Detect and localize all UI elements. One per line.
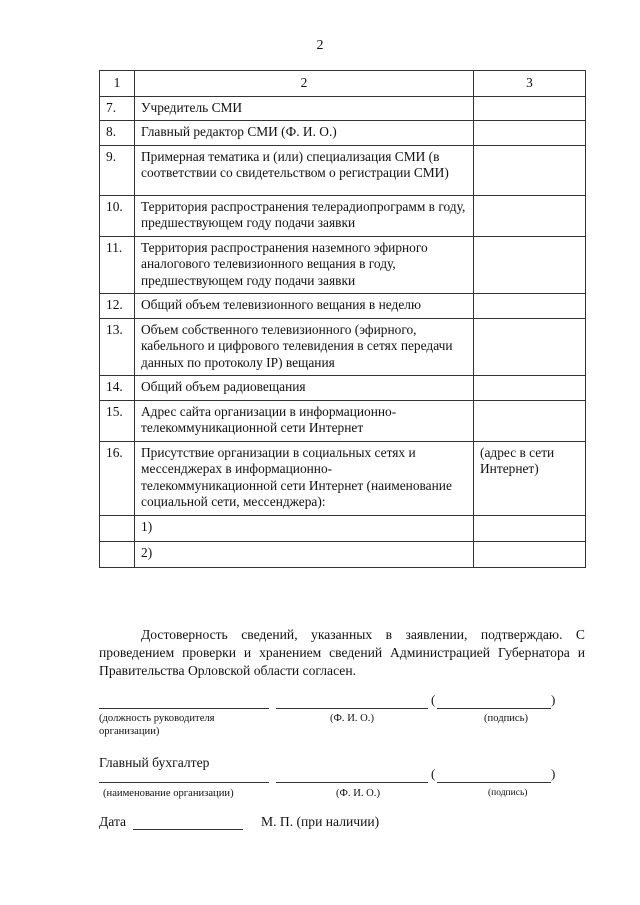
row-description: Главный редактор СМИ (Ф. И. О.) (135, 121, 474, 146)
table-header-row (100, 71, 586, 97)
row-number: 14. (100, 376, 135, 401)
row-value (474, 121, 586, 146)
table-row (100, 515, 586, 541)
row-number: 10. (100, 195, 135, 236)
row-number: 16. (100, 441, 135, 515)
signature-open-paren: ( (431, 692, 436, 707)
signature-line (437, 708, 551, 709)
row-number (100, 515, 135, 541)
table-row (100, 400, 586, 441)
header-col-1: 1 (100, 71, 135, 97)
row-value (474, 145, 586, 195)
caption-name: (Ф. И. О.) (330, 713, 374, 724)
name-line (276, 708, 428, 709)
org-line (99, 782, 269, 783)
row-description: Территория распространения наземного эфирного аналогового телевизионного вещания в году, предшествующем году подачи заявки (135, 236, 474, 294)
application-form-table (99, 70, 586, 568)
row-description: 2) (135, 541, 474, 567)
row-description: Объем собственного телевизионного (эфирного, кабельного и цифрового телевидения в сетях передачи данных по протоколу IP) вещания (135, 318, 474, 376)
stamp-label: М. П. (при наличии) (261, 814, 380, 829)
date-line (133, 829, 243, 830)
caption-signature: (подпись) (484, 713, 528, 724)
accountant-signature-line (437, 782, 551, 783)
row-description: Адрес сайта организации в информационно-телекоммуникационной сети Интернет (135, 400, 474, 441)
row-description: Общий объем радиовещания (135, 376, 474, 401)
row-number: 13. (100, 318, 135, 376)
row-number: 7. (100, 96, 135, 121)
row-description: Общий объем телевизионного вещания в неделю (135, 294, 474, 319)
accountant-close-paren: ) (551, 766, 556, 781)
table-row (100, 441, 586, 515)
row-value (474, 376, 586, 401)
row-value (474, 515, 586, 541)
signature-close-paren: ) (551, 692, 556, 707)
declaration-text: Достоверность сведений, указанных в заявлении, подтверждаю. С проведением проверки и хранением сведений Администрацией Губернатора и Правительства Орловской области согласен. (99, 627, 585, 678)
row-number: 15. (100, 400, 135, 441)
row-number (100, 541, 135, 567)
table-row (100, 96, 586, 121)
row-value (474, 96, 586, 121)
table-row (100, 195, 586, 236)
row-description: 1) (135, 515, 474, 541)
accountant-label: Главный бухгалтер (99, 755, 210, 770)
table-row (100, 318, 586, 376)
row-value (474, 236, 586, 294)
position-line (99, 708, 269, 709)
row-description: Примерная тематика и (или) специализация СМИ (в соответствии со свидетельством о регистрации СМИ) (135, 145, 474, 195)
row-description: Учредитель СМИ (135, 96, 474, 121)
row-value (474, 541, 586, 567)
caption-position: (должность руководителя организации) (99, 713, 215, 737)
row-number: 8. (100, 121, 135, 146)
accountant-open-paren: ( (431, 766, 436, 781)
caption-accountant-name: (Ф. И. О.) (336, 788, 380, 799)
row-value (474, 318, 586, 376)
table-row (100, 294, 586, 319)
date-label: Дата (99, 814, 127, 829)
caption-accountant-signature: (подпись) (488, 788, 528, 798)
table-row (100, 376, 586, 401)
accountant-name-line (276, 782, 428, 783)
header-col-3: 3 (474, 71, 586, 97)
row-description: Территория распространения телерадиопрограмм в году, предшествующем году подачи заявки (135, 195, 474, 236)
row-number: 11. (100, 236, 135, 294)
header-col-2: 2 (135, 71, 474, 97)
table-row (100, 121, 586, 146)
row-value (474, 195, 586, 236)
row-description: Присутствие организации в социальных сетях и мессенджерах в информационно-телекоммуникационной сети Интернет (наименование социальной сети, мессенджера): (135, 441, 474, 515)
table-row (100, 541, 586, 567)
table-row (100, 236, 586, 294)
page-number: 2 (316, 38, 324, 53)
caption-org: (наименование организации) (103, 788, 234, 799)
row-value (474, 400, 586, 441)
row-value: (адрес в сети Интернет) (474, 441, 586, 515)
row-value (474, 294, 586, 319)
row-number: 9. (100, 145, 135, 195)
row-number: 12. (100, 294, 135, 319)
table-row (100, 145, 586, 195)
